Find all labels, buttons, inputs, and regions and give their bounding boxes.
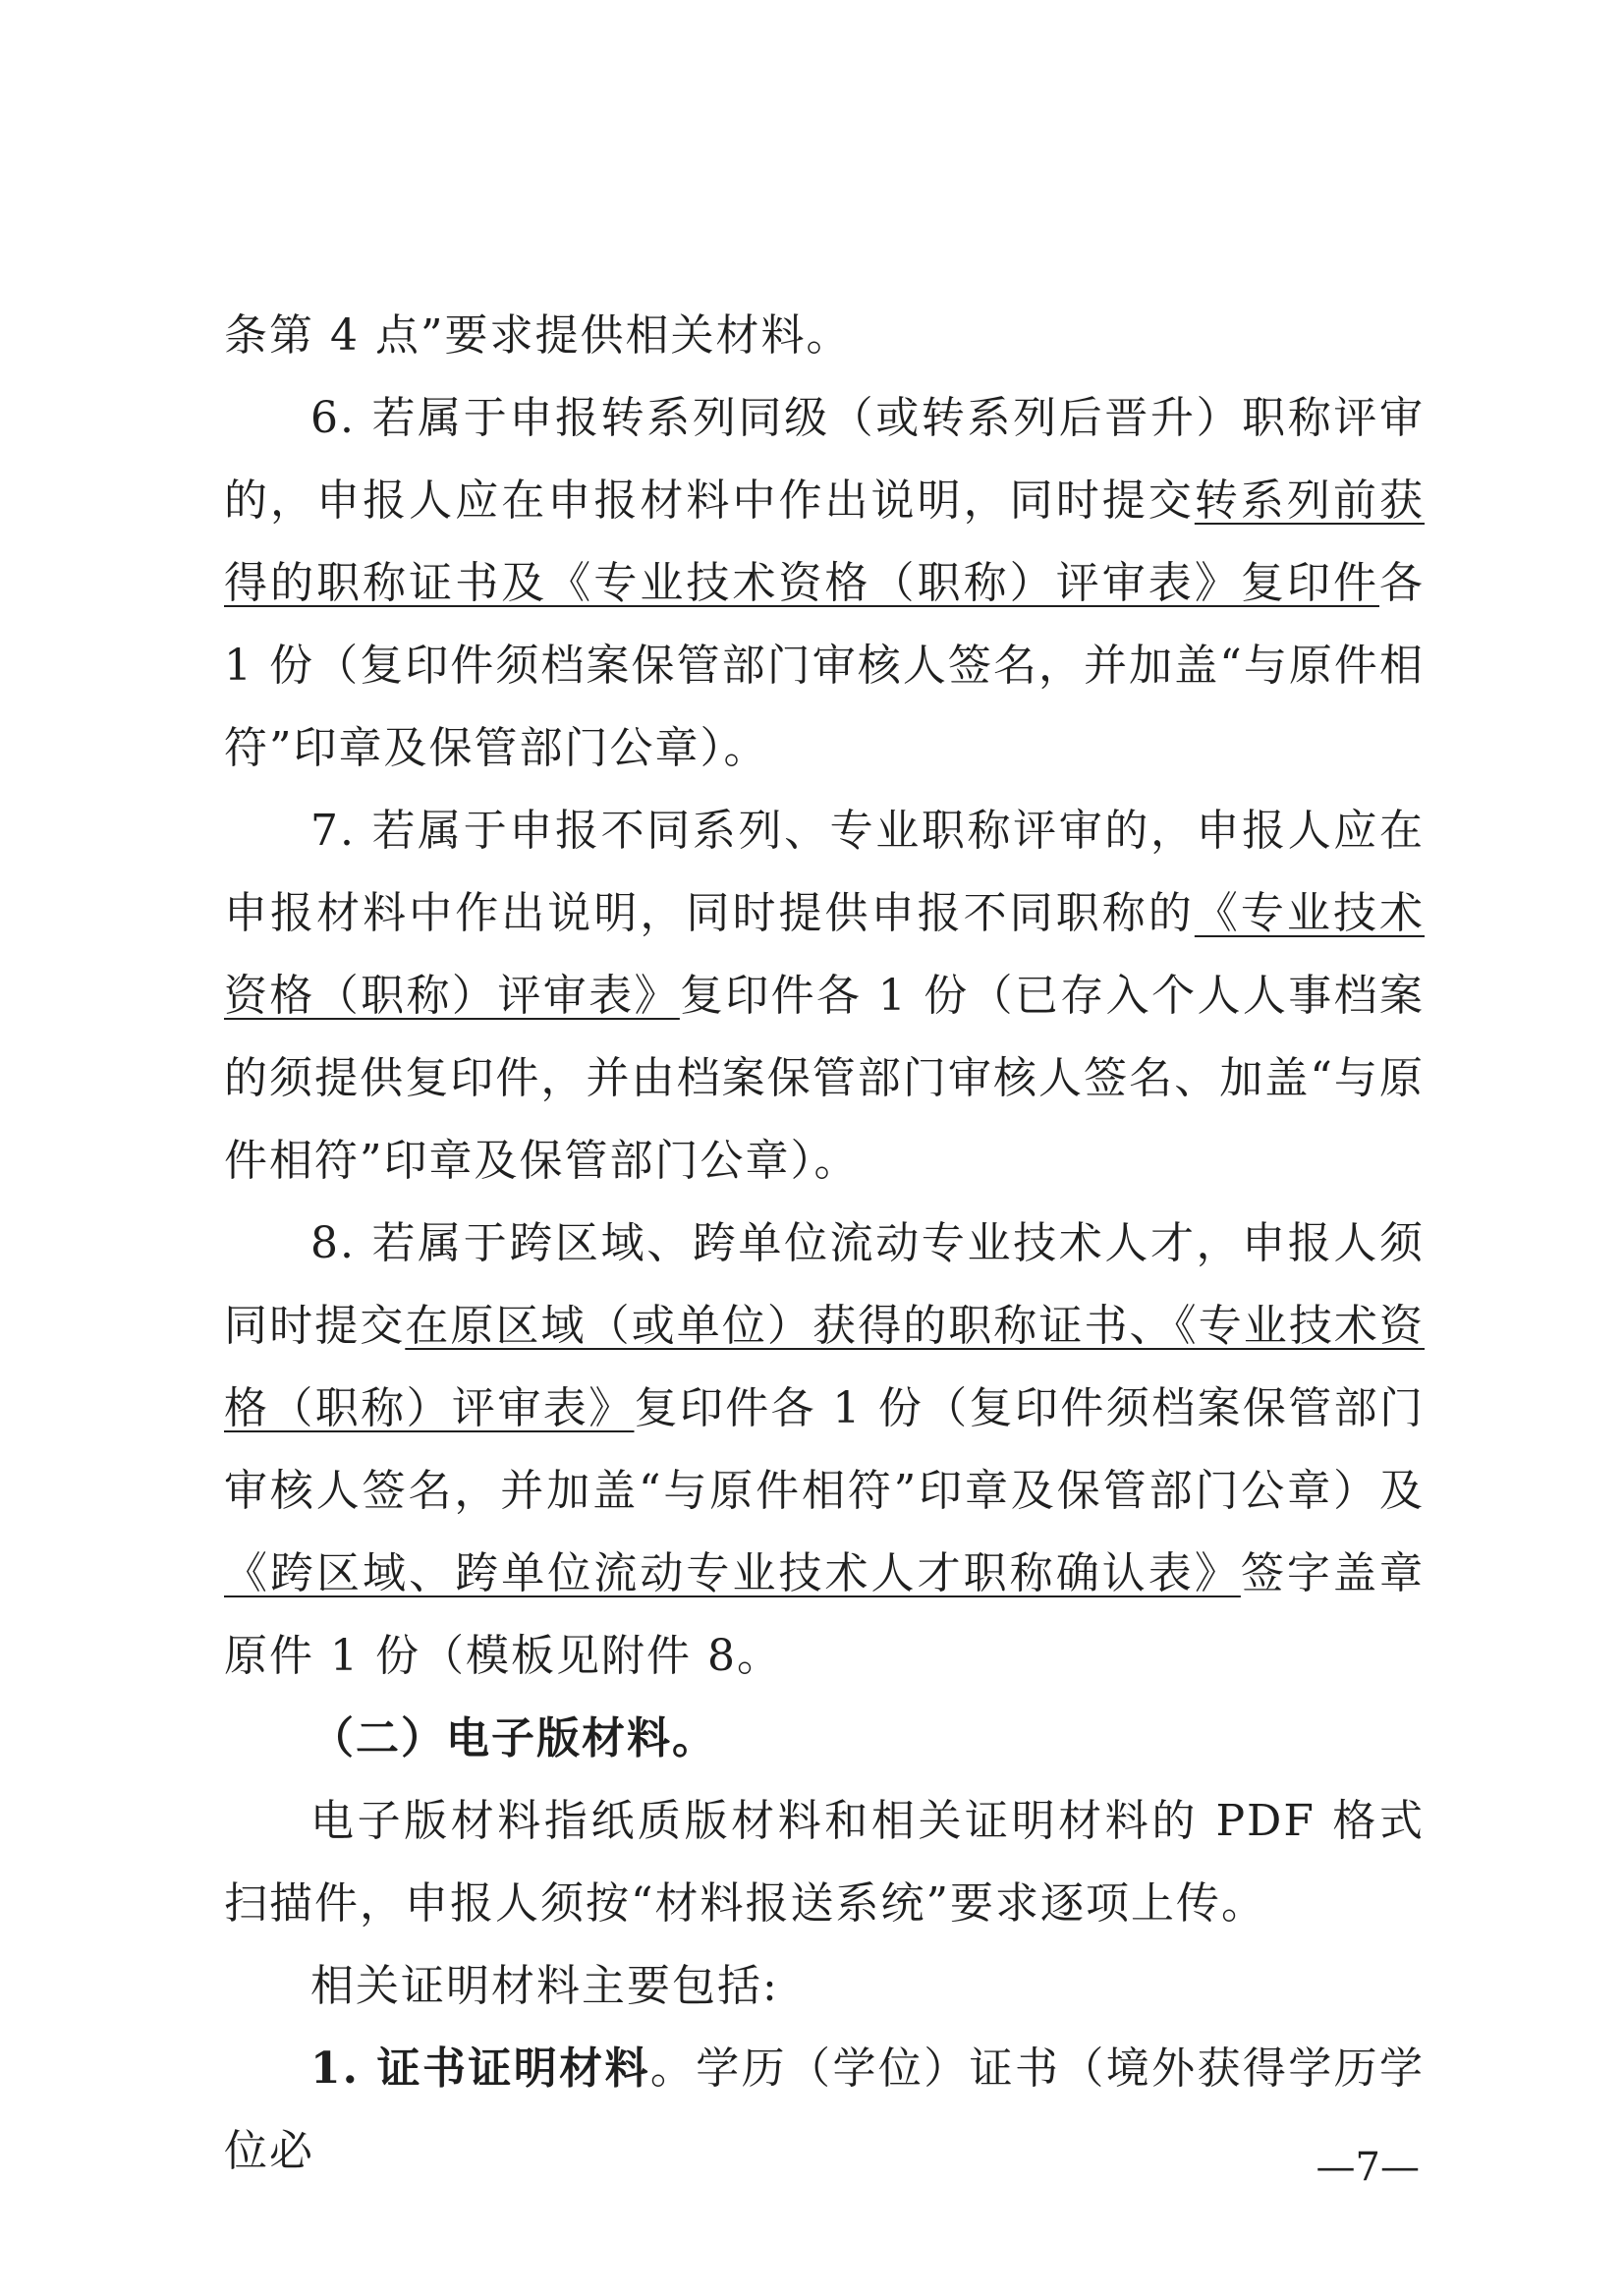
item-6-text-b: 各 1 份（复印件须档案保管部门审核人签名，并加盖“与原件相符”印章及保管部门公章）。 [224, 558, 1425, 773]
section-2-heading-text: （二）电子版材料。 [310, 1713, 717, 1763]
item-8-text-b: 复印件各 1 份（复印件须档案保管部门审核人签名，并加盖“与原件相符”印章及保管部门公章）及 [224, 1383, 1426, 1516]
item-8-underlined-text-1: 在原区域（或单位）获得的职称证书、《专业技术资格（职称）评审表》 [224, 1301, 1426, 1433]
electronic-materials-paragraph [224, 1780, 1425, 1945]
certificate-materials-text: 。学历（学位）证书（境外获得学历学位必 [224, 2043, 1425, 2176]
item-8-text-c: 签字盖章原件 1 份（模板见附件 8。 [224, 1548, 1426, 1681]
supporting-materials-intro-text: 相关证明材料主要包括: [310, 1961, 779, 2011]
item-7-text-b: 复印件各 1 份（已存入个人人事档案的须提供复印件，并由档案保管部门审核人签名、加盖“与原件相符”印章及保管部门公章）。 [224, 971, 1425, 1186]
item-6-underlined-text: 转系列前获得的职称证书及《专业技术资格（职称）评审表》复印件 [224, 476, 1426, 608]
section-2-heading [224, 1698, 1425, 1780]
item-7-text-a: 7. 若属于申报不同系列、专业职称评审的，申报人应在申报材料中作出说明，同时提供申报不同职称的 [224, 806, 1425, 938]
item-7-paragraph [224, 790, 1425, 1203]
page-number: —7— [1316, 2145, 1420, 2190]
item-8-underlined-text-2: 《跨区域、跨单位流动专业技术人才职称确认表》 [224, 1548, 1241, 1598]
item-6-paragraph [224, 377, 1425, 790]
continuation-paragraph [224, 295, 1425, 377]
item-7-underlined-text: 《专业技术资格（职称）评审表》 [224, 888, 1426, 1021]
supporting-materials-intro [224, 1945, 1425, 2028]
electronic-materials-text: 电子版材料指纸质版材料和相关证明材料的 PDF 格式扫描件，申报人须按“材料报送系统”要求逐项上传。 [224, 1796, 1425, 1929]
certificate-materials-title: 1. 证书证明材料 [310, 2043, 650, 2094]
item-6-text-a: 6. 若属于申报转系列同级（或转系列后晋升）职称评审的，申报人应在申报材料中作出说明，同时提交 [224, 393, 1425, 526]
document-body [224, 295, 1425, 2193]
certificate-materials-paragraph [224, 2028, 1425, 2193]
item-8-paragraph [224, 1203, 1425, 1698]
item-8-text-a: 8. 若属于跨区域、跨单位流动专业技术人才，申报人须同时提交 [224, 1218, 1425, 1351]
continuation-text: 条第 4 点”要求提供相关材料。 [224, 310, 852, 361]
